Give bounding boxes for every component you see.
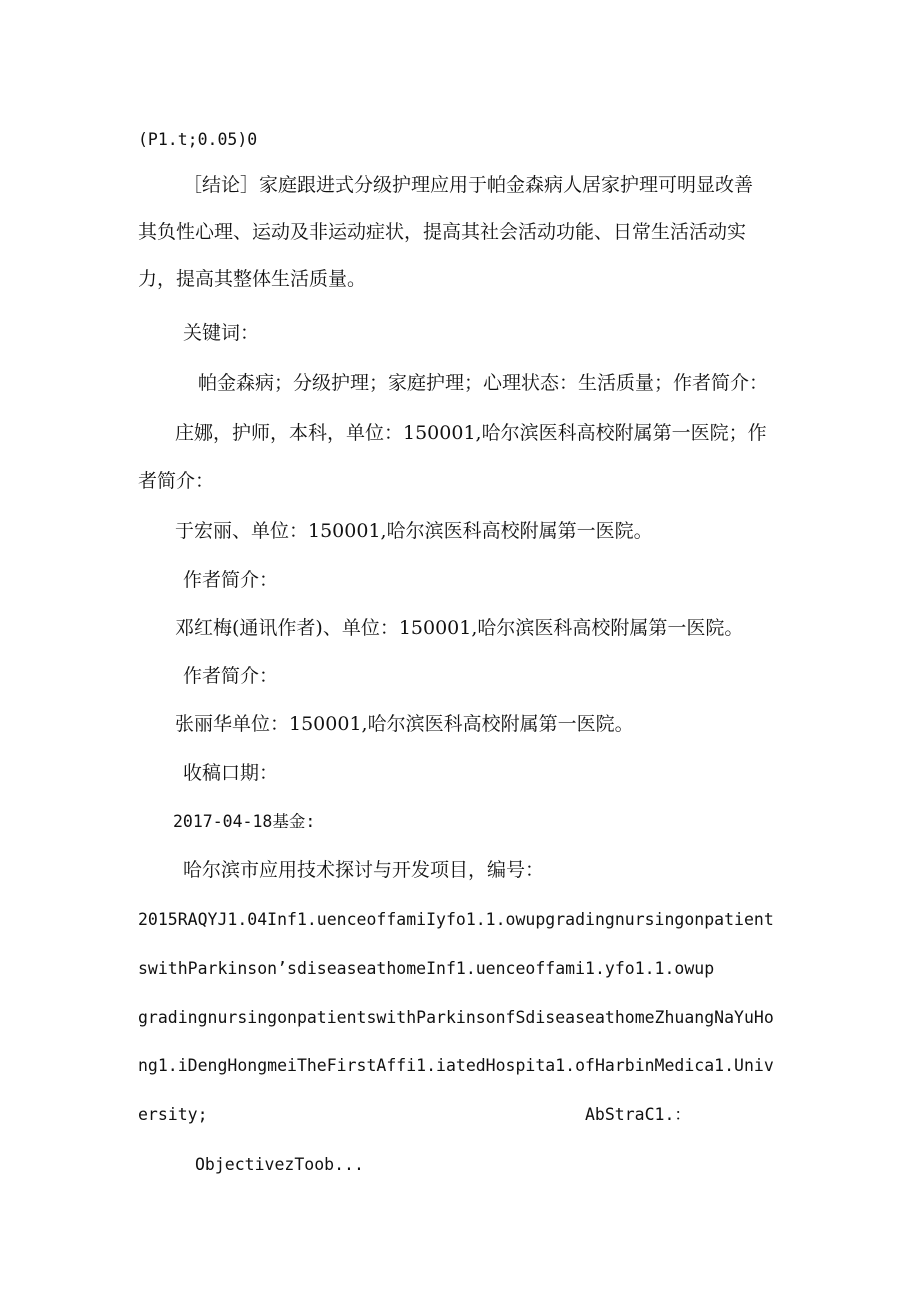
text-line-conclusion-cont-1: 其负性心理、运动及非运动症状，提高其社会活动功能、日常生活活动实 — [138, 221, 747, 243]
text-line-author-label-3: 作者简介： — [183, 569, 279, 591]
text-line-keywords-label: 关键词： — [183, 322, 260, 344]
text-line-author-2: 于宏丽、单位：150001,哈尔滨医科高校附属第一医院。 — [175, 520, 653, 542]
text-line-english-5: ersity; — [138, 1105, 208, 1124]
text-line-english-3: gradingnursingonpatientswithParkinsonfSdiseaseathomeZhuangNaYuHo — [138, 1008, 774, 1027]
text-line-received-date: 2017-04-18基金: — [173, 812, 316, 831]
text-line-received-label: 收稿口期： — [183, 762, 279, 784]
text-line-english-1: 2015RAQYJ1.04Inf1.uenceoffamiIyfo1.1.owupgradingnursingonpatient — [138, 910, 774, 929]
text-line-english-4: ng1.iDengHongmeiTheFirstAffi1.iatedHospita1.ofHarbinMedica1.Univ — [138, 1056, 774, 1075]
text-line-abstract-label: AbStraC1.： — [585, 1105, 691, 1124]
text-line-author-label-4: 作者简介： — [183, 665, 279, 687]
text-line-keywords: 帕金森病；分级护理；家庭护理；心理状态：生活质量；作者简介： — [198, 372, 769, 394]
text-line-fund: 哈尔滨市应用技术探讨与开发项目，编号： — [183, 859, 545, 881]
text-line-author-3: 邓红梅(通讯作者)、单位：150001,哈尔滨医科高校附属第一医院。 — [175, 617, 744, 639]
text-line-conclusion-cont-2: 力，提高其整体生活质量。 — [138, 268, 367, 290]
text-line-conclusion: ［结论］家庭跟进式分级护理应用于帕金森病人居家护理可明显改善 — [183, 174, 754, 196]
text-line-objective: ObjectivezToob... — [195, 1155, 364, 1174]
text-line-author-1: 庄娜，护师，本科，单位：150001,哈尔滨医科高校附属第一医院；作 — [175, 422, 767, 444]
text-line-author-4: 张丽华单位：150001,哈尔滨医科高校附属第一医院。 — [175, 713, 634, 735]
text-line-english-2: swithParkinson’sdiseaseathomeInf1.uenceoffami1.yfo1.1.owup — [138, 959, 715, 978]
text-line-author-1-cont: 者简介： — [138, 470, 215, 492]
text-line-p-value: (P1.t;0.05)0 — [138, 130, 258, 149]
